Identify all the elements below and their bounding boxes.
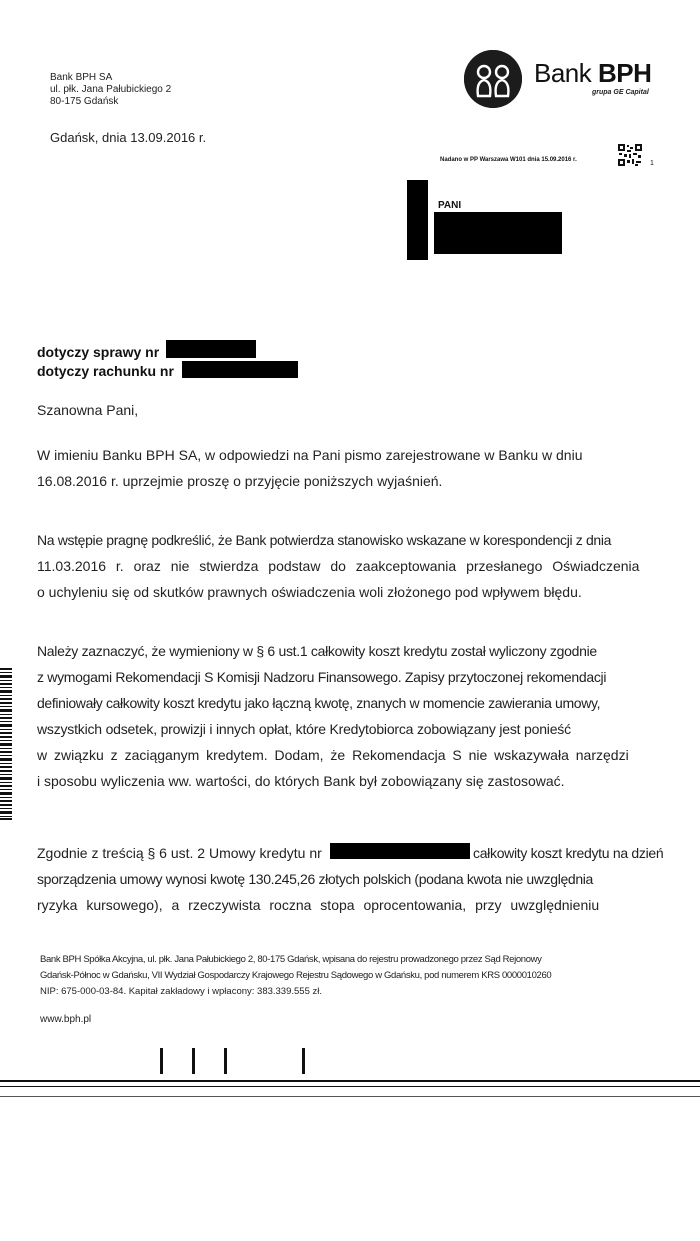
footer-line: NIP: 675-000-03-84. Kapitał zakładowy i wpłacony: 383.339.555 zł. xyxy=(40,986,323,997)
case-reference-label: dotyczy sprawy nr xyxy=(37,344,160,360)
paragraph-line: definiowały całkowity koszt kredytu jako łączną kwotę, znanych w momencie zawierania umowy, xyxy=(37,695,601,711)
paragraph-3 xyxy=(37,638,692,794)
paragraph-line: w związku z zaciąganym kredytem. Dodam, że Rekomendacja S nie wskazywała narzędzi xyxy=(37,747,629,763)
paragraph-line: o uchyleniu się od skutków prawnych oświadczenia woli złożonego pod wpływem błędu. xyxy=(37,584,582,600)
barcode-icon xyxy=(0,668,12,820)
paragraph-line: wszystkich odsetek, prowizji i innych opłat, które Kredytobiorca zobowiązany jest ponieść xyxy=(37,721,571,737)
page-edge-rule xyxy=(0,1086,700,1087)
sender-address xyxy=(50,72,171,108)
account-reference-label: dotyczy rachunku nr xyxy=(37,363,174,379)
paragraph-line: 11.03.2016 r. oraz nie stwierdza podstaw do zaakceptowania przesłanego Oświadczenia xyxy=(37,558,640,574)
sender-line: Bank BPH SA xyxy=(50,72,113,83)
qr-code-icon xyxy=(618,144,642,166)
sender-line: ul. płk. Jana Pałubickiego 2 xyxy=(50,84,172,95)
page-edge-rule xyxy=(0,1080,700,1082)
paragraph-line: ryzyka kursowego), a rzeczywista roczna stopa oprocentowania, przy uwzględnieniu xyxy=(37,897,600,913)
fold-mark xyxy=(224,1048,227,1074)
letter-date: Gdańsk, dnia 13.09.2016 r. xyxy=(50,130,207,145)
fold-mark xyxy=(302,1048,305,1074)
paragraph-line: Na wstępie pragnę podkreślić, że Bank potwierdza stanowisko wskazane w korespondencji z dnia xyxy=(37,532,612,548)
paragraph-line: W imieniu Banku BPH SA, w odpowiedzi na Pani pismo zarejestrowane w Banku w dniu xyxy=(37,447,583,463)
bank-logo-wordmark xyxy=(534,58,651,89)
paragraph-line: sporządzenia umowy wynosi kwotę 130.245,26 złotych polskich (podana kwota nie uwzględnia xyxy=(37,871,593,887)
paragraph-fragment: całkowity koszt kredytu na dzień xyxy=(473,845,664,861)
paragraph-line: z wymogami Rekomendacji S Komisji Nadzoru Finansowego. Zapisy przytoczonej rekomendacji xyxy=(37,669,607,685)
account-reference xyxy=(37,363,174,379)
bank-logo-icon xyxy=(464,50,522,108)
logo-bold: BPH xyxy=(598,58,652,88)
fold-mark xyxy=(160,1048,163,1074)
paragraph-fragment: Zgodnie z treścią § 6 ust. 2 Umowy kredytu nr xyxy=(37,845,322,861)
paragraph-line: Należy zaznaczyć, że wymieniony w § 6 ust.1 całkowity koszt kredytu został wyliczony zgodnie xyxy=(37,643,597,659)
redacted-recipient-name xyxy=(434,212,562,254)
fold-mark xyxy=(192,1048,195,1074)
logo-prefix: Bank xyxy=(534,58,598,88)
postal-stamp: Nadano w PP Warszawa W101 dnia 15.09.2016 r. xyxy=(440,157,577,163)
paragraph-2 xyxy=(37,527,692,605)
bank-logo xyxy=(464,48,664,108)
bank-website-link[interactable]: www.bph.pl xyxy=(40,1014,92,1025)
salutation: Szanowna Pani, xyxy=(37,402,139,418)
footer-line: Gdańsk-Północ w Gdańsku, VII Wydział Gospodarczy Krajowego Rejestru Sądowego w Gdańsku, pod numerem KRS 0000010260 xyxy=(40,970,552,981)
redacted-contract-number xyxy=(330,843,470,859)
paragraph-line: i sposobu wyliczenia ww. wartości, do których Bank był zobowiązany się zastosować. xyxy=(37,773,565,789)
redacted-account-number xyxy=(182,361,298,378)
redaction-bar xyxy=(407,180,428,260)
footer-line: Bank BPH Spółka Akcyjna, ul. płk. Jana Pałubickiego 2, 80-175 Gdańsk, wpisana do rejestru prowadzonego przez Sąd Rejonowy xyxy=(40,954,542,965)
page-number: 1 xyxy=(650,160,654,167)
letter-footer xyxy=(40,952,551,1000)
paragraph-line: 16.08.2016 r. uprzejmie proszę o przyjęcie poniższych wyjaśnień. xyxy=(37,473,443,489)
logo-tagline: grupa GE Capital xyxy=(592,89,649,96)
case-reference xyxy=(37,344,159,360)
redacted-case-number xyxy=(166,340,256,358)
recipient-label: PANI xyxy=(438,200,462,211)
sender-line: 80-175 Gdańsk xyxy=(50,96,119,107)
page-edge-rule xyxy=(0,1096,700,1097)
paragraph-1 xyxy=(37,442,692,494)
